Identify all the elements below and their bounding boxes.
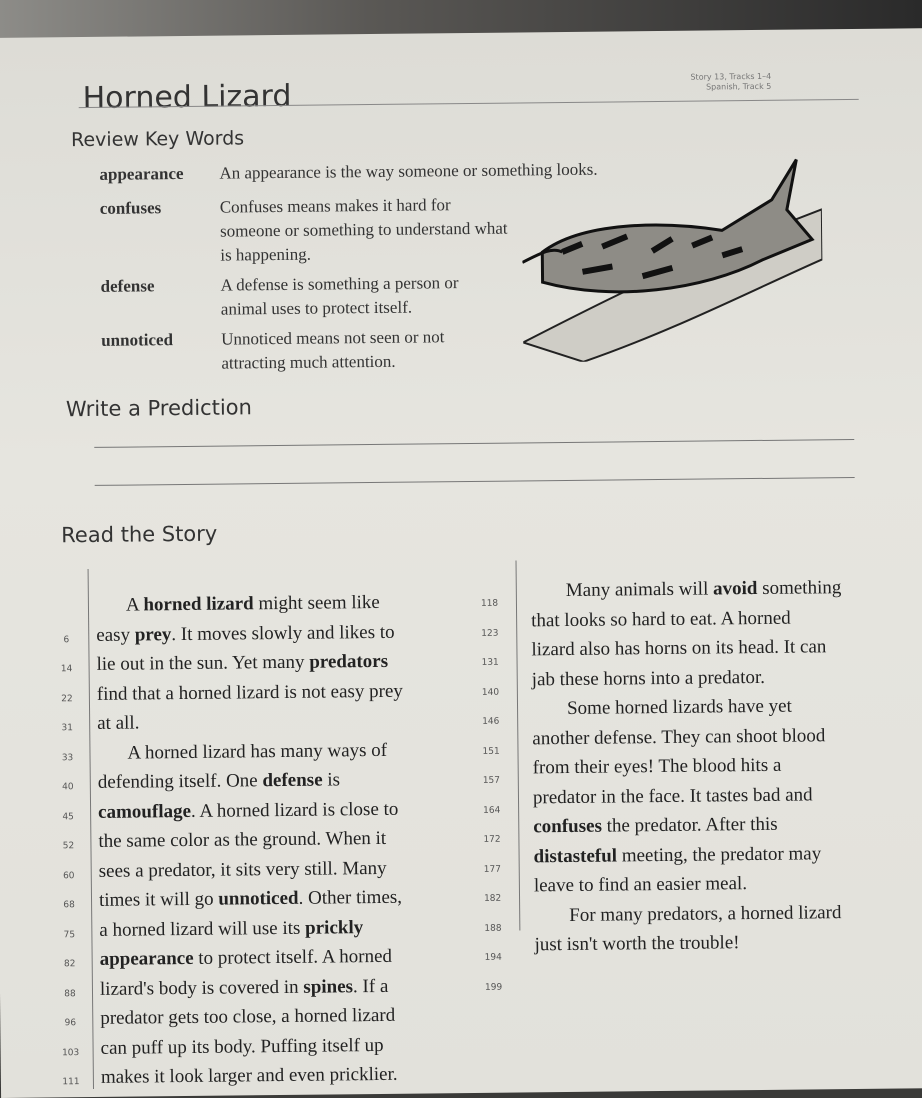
text-segment: defending itself. One bbox=[98, 770, 263, 793]
line-word-count: 96 bbox=[50, 1018, 90, 1028]
line-word-count: 40 bbox=[48, 782, 88, 792]
line-text bbox=[99, 887, 402, 912]
story-line bbox=[50, 974, 520, 1008]
line-word-count: 52 bbox=[48, 841, 88, 851]
text-segment: from their eyes! The blood hits a bbox=[533, 755, 782, 779]
line-text bbox=[99, 857, 387, 882]
line-word-count: 88 bbox=[50, 989, 90, 999]
story-line bbox=[48, 827, 518, 861]
bold-word: horned lizard bbox=[143, 593, 254, 615]
text-segment: lizard's body is covered in bbox=[100, 976, 304, 999]
story-line bbox=[533, 755, 782, 780]
text-segment: . It moves slowly and likes to bbox=[171, 621, 394, 644]
line-text bbox=[98, 828, 386, 853]
line-word-count: 194 bbox=[485, 953, 502, 963]
text-segment: jab these horns into a predator. bbox=[532, 666, 765, 689]
line-word-count: 140 bbox=[482, 687, 499, 697]
line-word-count: 177 bbox=[484, 864, 501, 874]
line-text bbox=[97, 680, 403, 705]
text-segment: A bbox=[126, 594, 144, 615]
text-segment: meeting, the predator may bbox=[617, 843, 821, 866]
text-segment: find that a horned lizard is not easy prey bbox=[97, 680, 403, 704]
text-segment: the predator. After this bbox=[602, 814, 778, 837]
text-segment: lie out in the sun. Yet many bbox=[96, 652, 309, 675]
spanish-track: Spanish, Track 5 bbox=[691, 82, 772, 93]
story-line bbox=[48, 768, 518, 802]
text-segment: a horned lizard will use its bbox=[99, 917, 305, 940]
story-text bbox=[45, 546, 910, 1075]
story-line bbox=[46, 650, 516, 684]
prediction-answer-line[interactable] bbox=[94, 439, 854, 448]
review-heading: Review Key Words bbox=[71, 127, 244, 151]
text-segment: Many animals will bbox=[566, 578, 713, 601]
text-segment: . A horned lizard is close to bbox=[191, 798, 399, 821]
line-text bbox=[127, 739, 387, 764]
story-line bbox=[48, 797, 518, 831]
story-line bbox=[47, 709, 517, 743]
definition: Confuses means makes it hard for someone or something to understand what is happening. bbox=[220, 193, 511, 268]
line-word-count: 164 bbox=[483, 805, 500, 815]
story-line bbox=[567, 696, 792, 720]
line-text bbox=[98, 798, 398, 823]
bold-word: prey bbox=[135, 624, 172, 645]
line-word-count: 111 bbox=[51, 1077, 91, 1087]
bold-word: camouflage bbox=[98, 800, 191, 822]
story-line bbox=[533, 814, 778, 839]
definition: An appearance is the way someone or something looks. bbox=[219, 157, 659, 186]
bold-word: appearance bbox=[100, 948, 194, 970]
text-segment: leave to find an easier meal. bbox=[534, 873, 747, 896]
line-word-count: 45 bbox=[48, 812, 88, 822]
bold-word: avoid bbox=[713, 578, 758, 599]
line-word-count: 14 bbox=[47, 664, 87, 674]
story-line bbox=[569, 902, 841, 927]
story-track: Story 13, Tracks 1–4 bbox=[690, 72, 771, 83]
text-segment: Some horned lizards have yet bbox=[567, 696, 792, 719]
line-text bbox=[126, 592, 380, 617]
story-line bbox=[534, 873, 747, 897]
story-line bbox=[532, 666, 765, 690]
prediction-answer-line[interactable] bbox=[95, 477, 855, 486]
text-segment: is bbox=[322, 769, 340, 790]
text-segment: to protect itself. A horned bbox=[193, 946, 392, 969]
story-line bbox=[50, 1004, 520, 1038]
story-line bbox=[47, 738, 517, 772]
text-segment: lizard also has horns on its head. It can bbox=[531, 636, 826, 660]
line-word-count: 157 bbox=[483, 776, 500, 786]
line-word-count: 131 bbox=[482, 658, 499, 668]
line-word-count: 123 bbox=[481, 628, 498, 638]
line-text bbox=[96, 621, 395, 646]
text-segment: can puff up its body. Puffing itself up bbox=[100, 1034, 383, 1058]
line-word-count: 199 bbox=[485, 982, 502, 992]
line-text bbox=[100, 1034, 383, 1059]
text-segment: . If a bbox=[353, 975, 389, 996]
story-heading: Read the Story bbox=[61, 522, 217, 548]
story-line bbox=[51, 1062, 521, 1096]
bold-word: predators bbox=[309, 651, 388, 673]
line-word-count: 182 bbox=[484, 894, 501, 904]
story-line bbox=[566, 577, 842, 602]
bold-word: prickly bbox=[305, 917, 363, 939]
text-segment: sees a predator, it sits very still. Many bbox=[99, 857, 387, 881]
line-word-count: 151 bbox=[482, 746, 499, 756]
text-segment: might seem like bbox=[254, 592, 380, 614]
bold-word: confuses bbox=[533, 816, 602, 838]
story-line bbox=[50, 945, 520, 979]
bold-word: spines bbox=[303, 976, 353, 998]
worksheet-page bbox=[0, 28, 922, 1098]
line-text bbox=[100, 975, 389, 1000]
line-text bbox=[100, 1005, 395, 1030]
story-line bbox=[533, 784, 813, 809]
text-segment: just isn't worth the trouble! bbox=[534, 932, 739, 955]
line-word-count: 82 bbox=[50, 959, 90, 969]
bold-word: distasteful bbox=[533, 845, 617, 867]
text-segment: makes it look larger and even pricklier. bbox=[101, 1064, 398, 1088]
prediction-heading: Write a Prediction bbox=[66, 395, 252, 421]
story-line bbox=[49, 915, 519, 949]
story-line bbox=[532, 725, 825, 750]
line-text bbox=[101, 1064, 398, 1089]
line-text bbox=[97, 712, 139, 734]
bold-word: defense bbox=[262, 770, 322, 792]
text-segment: at all. bbox=[97, 712, 139, 733]
line-word-count: 31 bbox=[47, 723, 87, 733]
line-word-count: 118 bbox=[481, 599, 498, 609]
story-line bbox=[46, 620, 516, 654]
term: unnoticed bbox=[101, 328, 211, 353]
line-word-count: 103 bbox=[51, 1048, 91, 1058]
story-info bbox=[690, 72, 771, 93]
line-word-count: 33 bbox=[47, 753, 87, 763]
story-line bbox=[531, 607, 791, 632]
line-word-count: 22 bbox=[47, 694, 87, 704]
line-text bbox=[100, 946, 393, 971]
term: appearance bbox=[99, 162, 209, 187]
story-line bbox=[49, 856, 519, 890]
text-segment: predator gets too close, a horned lizard bbox=[100, 1005, 395, 1029]
text-segment: . Other times, bbox=[298, 887, 402, 909]
line-text bbox=[96, 651, 388, 676]
line-word-count: 146 bbox=[482, 717, 499, 727]
story-line bbox=[531, 636, 826, 661]
line-word-count: 60 bbox=[49, 871, 89, 881]
line-word-count: 75 bbox=[49, 930, 89, 940]
text-segment: A horned lizard has many ways of bbox=[127, 739, 387, 763]
story-line bbox=[534, 932, 739, 956]
text-segment: For many predators, a horned lizard bbox=[569, 902, 841, 926]
page-title: Horned Lizard bbox=[82, 79, 291, 116]
line-text bbox=[98, 769, 340, 794]
text-segment: easy bbox=[96, 624, 135, 645]
text-segment: times it will go bbox=[99, 889, 218, 911]
line-word-count: 188 bbox=[484, 923, 501, 933]
text-segment: predator in the face. It tastes bad and bbox=[533, 784, 813, 808]
story-line bbox=[47, 679, 517, 713]
definition: A defense is something a person or animal uses to protect itself. bbox=[220, 271, 490, 322]
text-segment: something bbox=[757, 577, 841, 599]
story-line bbox=[533, 843, 821, 868]
definition: Unnoticed means not seen or not attracting much attention. bbox=[221, 325, 471, 376]
text-segment: another defense. They can shoot blood bbox=[532, 725, 825, 749]
story-line bbox=[50, 1033, 520, 1067]
line-word-count: 6 bbox=[46, 635, 86, 645]
term: defense bbox=[100, 274, 210, 299]
text-segment: that looks so hard to eat. A horned bbox=[531, 607, 791, 631]
term: confuses bbox=[100, 196, 210, 221]
story-line bbox=[46, 591, 516, 625]
horned-lizard-illustration bbox=[521, 149, 823, 362]
line-text bbox=[99, 917, 363, 942]
story-line bbox=[49, 886, 519, 920]
line-word-count: 68 bbox=[49, 900, 89, 910]
bold-word: unnoticed bbox=[218, 888, 298, 910]
line-word-count: 172 bbox=[483, 835, 500, 845]
text-segment: the same color as the ground. When it bbox=[98, 828, 386, 852]
